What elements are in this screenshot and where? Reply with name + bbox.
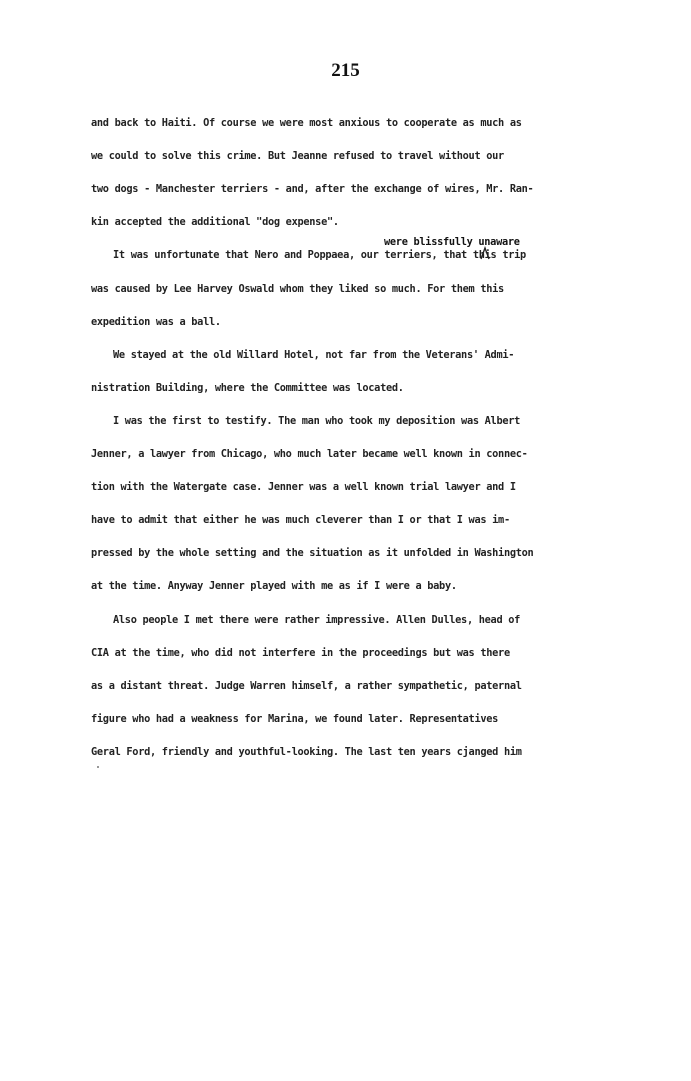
text-line: Geral Ford, friendly and youthful-looking. The last ten years cjanged him (91, 746, 522, 758)
text-line: I was the first to testify. The man who took my deposition was Albert (113, 415, 521, 427)
text-line: figure who had a weakness for Marina, we found later. Representatives (91, 713, 499, 725)
text-line: We stayed at the old Willard Hotel, not far from the Veterans' Admi- (113, 349, 515, 361)
text-line: was caused by Lee Harvey Oswald whom they liked so much. For them this (91, 283, 504, 295)
text-line: have to admit that either he was much cleverer than I or that I was im- (91, 514, 510, 526)
text-line: tion with the Watergate case. Jenner was a well known trial lawyer and I (91, 481, 516, 493)
text-line: at the time. Anyway Jenner played with me as if I were a baby. (91, 580, 457, 592)
text-line: Jenner, a lawyer from Chicago, who much later became well known in connec- (91, 448, 528, 460)
text-line: It was unfortunate that Nero and Poppaea, our terriers, that this trip (113, 249, 526, 261)
scan-speck (97, 766, 99, 768)
text-line: kin accepted the additional "dog expense". (91, 216, 339, 228)
text-line: and back to Haiti. Of course we were most anxious to cooperate as much as (91, 117, 522, 129)
text-line: expedition was a ball. (91, 316, 221, 328)
text-line: pressed by the whole setting and the situation as it unfolded in Washington (91, 547, 534, 559)
text-line: nistration Building, where the Committee was located. (91, 382, 404, 394)
text-line: as a distant threat. Judge Warren himself, a rather sympathetic, paternal (91, 680, 522, 692)
page-number: 215 (331, 60, 360, 81)
handwritten-insertion: were blissfully unaware (384, 236, 520, 248)
text-line: two dogs - Manchester terriers - and, after the exchange of wires, Mr. Ran- (91, 183, 534, 195)
text-line: we could to solve this crime. But Jeanne refused to travel without our (91, 150, 504, 162)
text-line: Also people I met there were rather impressive. Allen Dulles, head of (113, 614, 521, 626)
text-line: CIA at the time, who did not interfere in the proceedings but was there (91, 647, 510, 659)
